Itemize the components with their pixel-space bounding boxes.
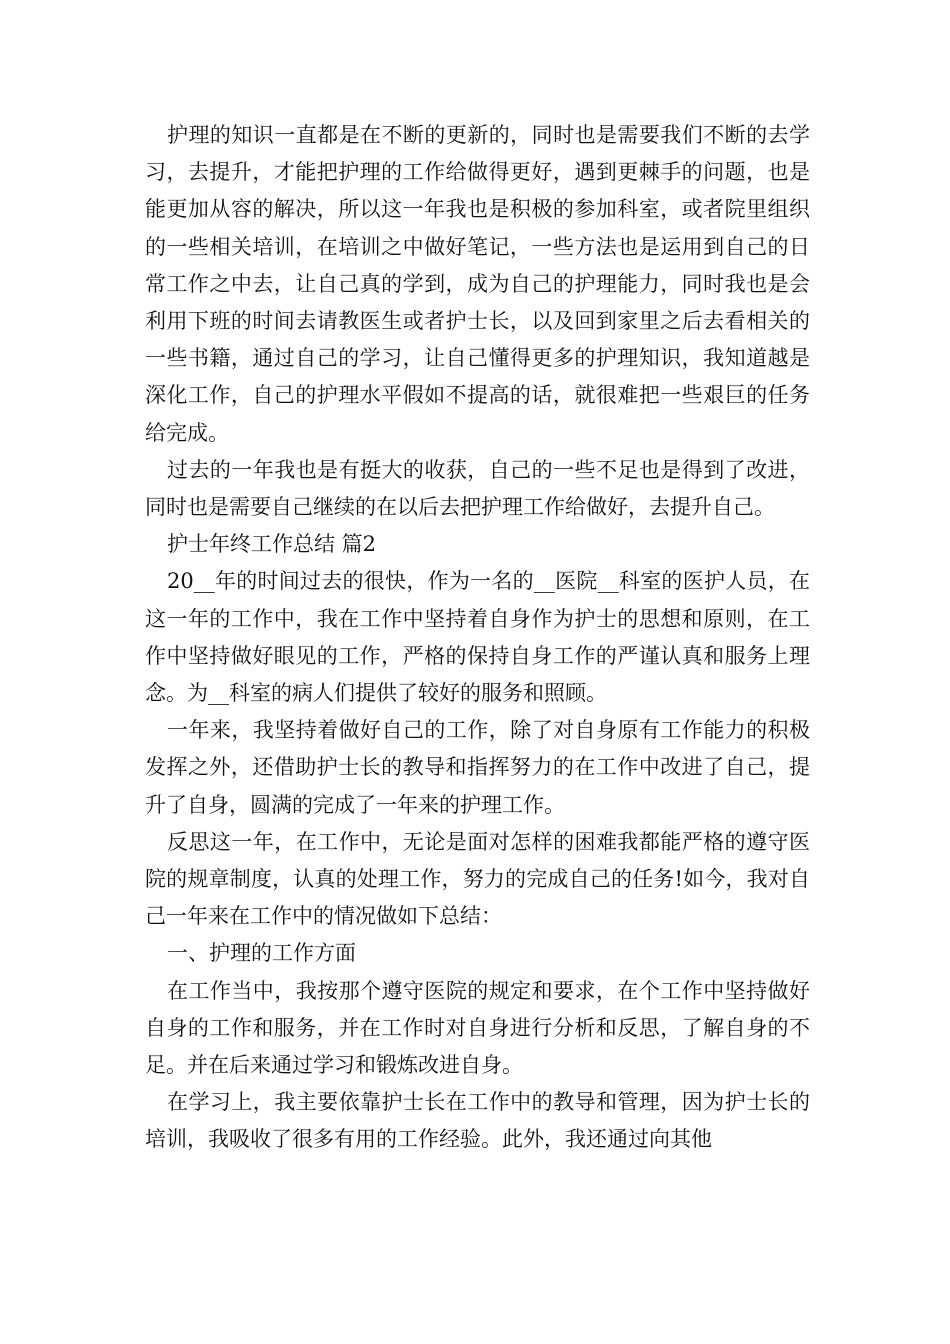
paragraph-work-adherence: 一年来，我坚持着做好自己的工作，除了对自身原有工作能力的积极发挥之外，还借助护士长的教导和指挥努力的在工作中改进了自己，提升了自身，圆满的完成了一年来的护理工作。 xyxy=(145,718,810,817)
subsection-title-nursing-work: 一、护理的工作方面 xyxy=(167,941,356,966)
paragraph-year-overview: 20__年的时间过去的很快，作为一名的__医院__科室的医护人员，在这一年的工作中，我在工作中坚持着自身作为护士的思想和原则，在工作中坚持做好眼见的工作，严格的保持自身工作的严谨认真和服务上理念。为__科室的病人们提供了较好的服务和照顾。 xyxy=(145,569,810,706)
paragraph-reflection: 反思这一年，在工作中，无论是面对怎样的困难我都能严格的遵守医院的规章制度，认真的处理工作，努力的完成自己的任务!如今，我对自己一年来在工作中的情况做如下总结： xyxy=(145,829,810,929)
paragraph-nursing-knowledge: 护理的知识一直都是在不断的更新的，同时也是需要我们不断的去学习，去提升，才能把护理的工作给做得更好，遇到更棘手的问题，也是能更加从容的解决，所以这一年我也是积极的参加科室，或者院里组织的一些相关培训，在培训之中做好笔记，一些方法也是运用到自己的日常工作之中去，让自己真的学到，成为自己的护理能力，同时我也是会利用下班的时间去请教医生或者护士长，以及回到家里之后去看相关的一些书籍，通过自己的学习，让自己懂得更多的护理知识，我知道越是深化工作，自己的护理水平假如不提高的话，就很难把一些艰巨的任务给完成。 xyxy=(145,123,810,445)
section-title-part-2: 护士年终工作总结 篇2 xyxy=(167,532,377,557)
document-body xyxy=(145,117,810,1159)
paragraph-learning: 在学习上，我主要依靠护士长在工作中的教导和管理，因为护士长的培训，我吸收了很多有用的工作经验。此外，我还通过向其他 xyxy=(145,1090,810,1152)
paragraph-work-conduct: 在工作当中，我按那个遵守医院的规定和要求，在个工作中坚持做好自身的工作和服务，并在工作时对自身进行分析和反思，了解自身的不足。并在后来通过学习和锻炼改进自身。 xyxy=(145,978,810,1078)
paragraph-past-year-gains: 过去的一年我也是有挺大的收获，自己的一些不足也是得到了改进，同时也是需要自己继续的在以后去把护理工作给做好，去提升自己。 xyxy=(145,457,810,520)
